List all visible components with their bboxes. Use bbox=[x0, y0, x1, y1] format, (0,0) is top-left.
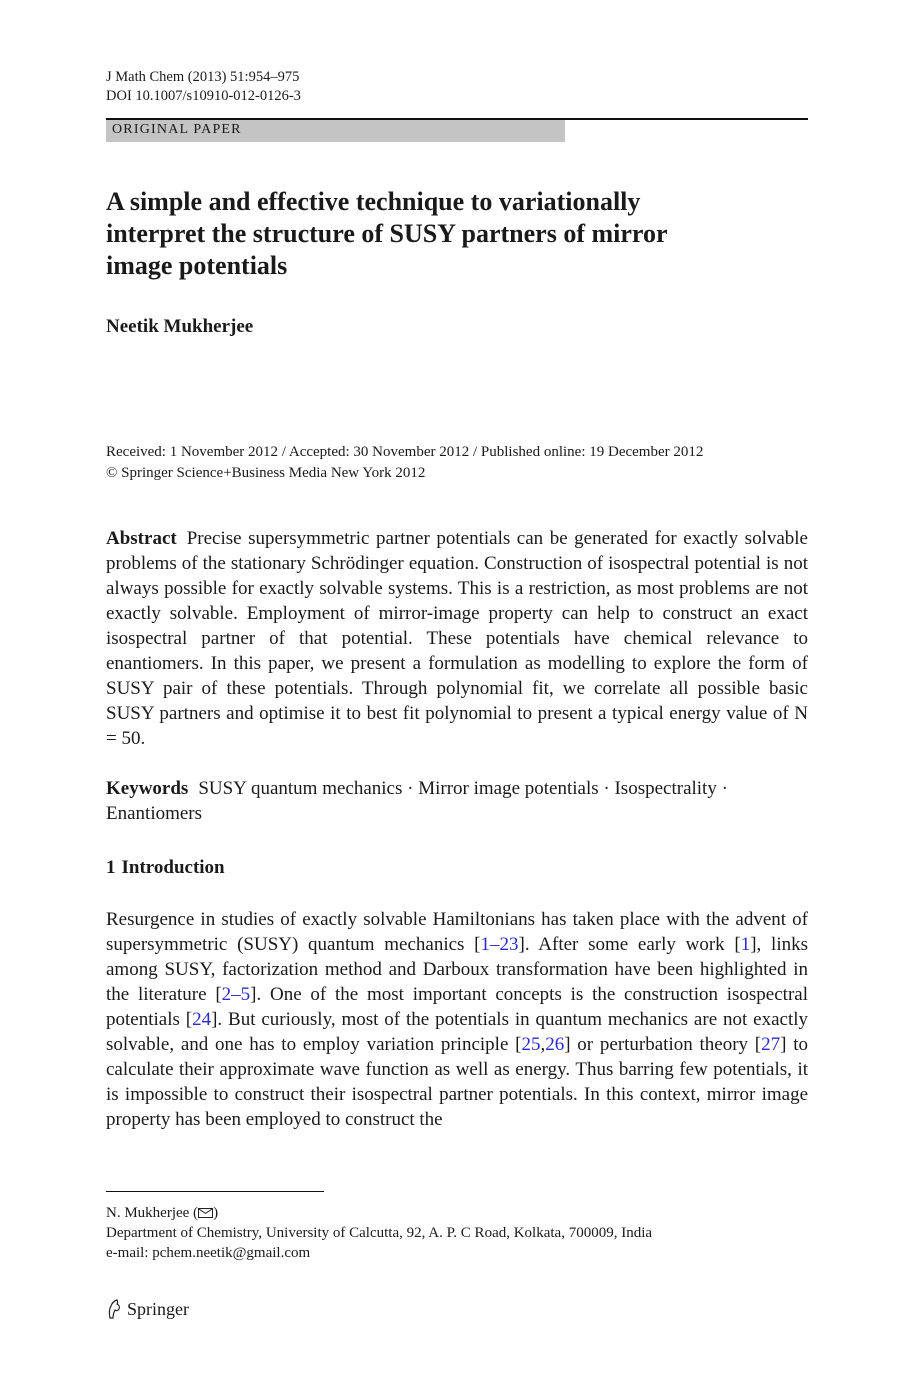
affiliation: Department of Chemistry, University of Calcutta, 92, A. P. C Road, Kolkata, 700009, India bbox=[106, 1225, 653, 1241]
footnote-rule bbox=[106, 1191, 324, 1192]
citation-link[interactable]: 25 bbox=[521, 1034, 541, 1055]
author-footnote bbox=[106, 1203, 652, 1263]
keywords bbox=[106, 776, 808, 826]
citation-link[interactable]: 24 bbox=[192, 1009, 212, 1030]
keywords-label: Keywords bbox=[106, 778, 189, 799]
intro-text: , bbox=[540, 1034, 546, 1055]
citation-link[interactable]: 26 bbox=[545, 1034, 565, 1055]
corresponding-author bbox=[106, 1203, 652, 1223]
intro-text: ]. One of the most important concepts is the construction isospectral potentials [ bbox=[106, 984, 808, 1030]
paper-title: A simple and effective technique to variationally interpret the structure of SUSY partners of mirror image potentials bbox=[106, 187, 668, 280]
citation-link[interactable]: 27 bbox=[761, 1034, 781, 1055]
intro-text: ], links among SUSY, factorization method and Darboux transformation have been highlighted in the literature [ bbox=[106, 934, 808, 1005]
footnote-name: N. Mukherjee ( bbox=[106, 1205, 199, 1221]
section-title: Introduction bbox=[121, 857, 225, 878]
publisher-name: Springer bbox=[127, 1298, 189, 1319]
abstract bbox=[106, 526, 808, 751]
citation-link[interactable]: 1–23 bbox=[480, 934, 519, 955]
intro-text: ] to calculate their approximate wave function as well as energy. Thus barring few potentials, it is impossible to construct their isospectral partner potentials. In this context, mirror image property has been employed to construct the bbox=[106, 1034, 808, 1130]
journal-citation: J Math Chem (2013) 51:954–975 bbox=[106, 69, 300, 85]
section-heading bbox=[106, 857, 231, 879]
received-line: Received: 1 November 2012 / Accepted: 30 November 2012 / Published online: 19 December 2012 bbox=[106, 444, 704, 460]
publication-dates bbox=[106, 442, 703, 484]
footnote-name-close: ) bbox=[213, 1205, 219, 1221]
email-line[interactable]: e-mail: pchem.neetik@gmail.com bbox=[106, 1245, 311, 1261]
abstract-text: Precise supersymmetric partner potentials can be generated for exactly solvable problems of the stationary Schrödinger equation. Construction of isospectral potential is not always possible for exactly solvable systems. This is a restriction, as most problems are not exactly solvable. Employment of mirror-image property can help to construct an exact isospectral partner of that potential. These potentials have chemical relevance to enantiomers. In this paper, we present a formulation as modelling to explore the form of SUSY pair of these potentials. Through polynomial fit, we correlate all possible basic SUSY partners and optimise it to best fit polynomial to present a typical energy value of N = 50. bbox=[106, 528, 808, 749]
citation-link[interactable]: 2–5 bbox=[221, 984, 251, 1005]
intro-text: ]. After some early work [ bbox=[518, 934, 741, 955]
abstract-label: Abstract bbox=[106, 528, 177, 549]
springer-horse-icon bbox=[106, 1298, 122, 1320]
copyright-line: © Springer Science+Business Media New York 2012 bbox=[106, 465, 426, 481]
paper-type-bar: ORIGINAL PAPER bbox=[106, 120, 565, 142]
author-name: Neetik Mukherjee bbox=[106, 316, 254, 337]
keywords-text: SUSY quantum mechanics · Mirror image potentials · Isospectrality · Enantiomers bbox=[106, 778, 728, 824]
publisher-logo bbox=[106, 1298, 189, 1320]
envelope-icon bbox=[198, 1208, 213, 1218]
citation-link[interactable]: 1 bbox=[740, 934, 751, 955]
section-number: 1 bbox=[106, 857, 116, 878]
intro-paragraph bbox=[106, 907, 808, 1132]
intro-text: Resurgence in studies of exactly solvable Hamiltonians has taken place with the advent of supersymmetric (SUSY) quantum mechanics [ bbox=[106, 909, 808, 955]
doi: DOI 10.1007/s10910-012-0126-3 bbox=[106, 88, 301, 104]
journal-info bbox=[106, 68, 301, 106]
intro-text: ]. But curiously, most of the potentials in quantum mechanics are not exactly solvable, and one has to employ variation principle [ bbox=[106, 1009, 809, 1055]
intro-text: ] or perturbation theory [ bbox=[564, 1034, 762, 1055]
